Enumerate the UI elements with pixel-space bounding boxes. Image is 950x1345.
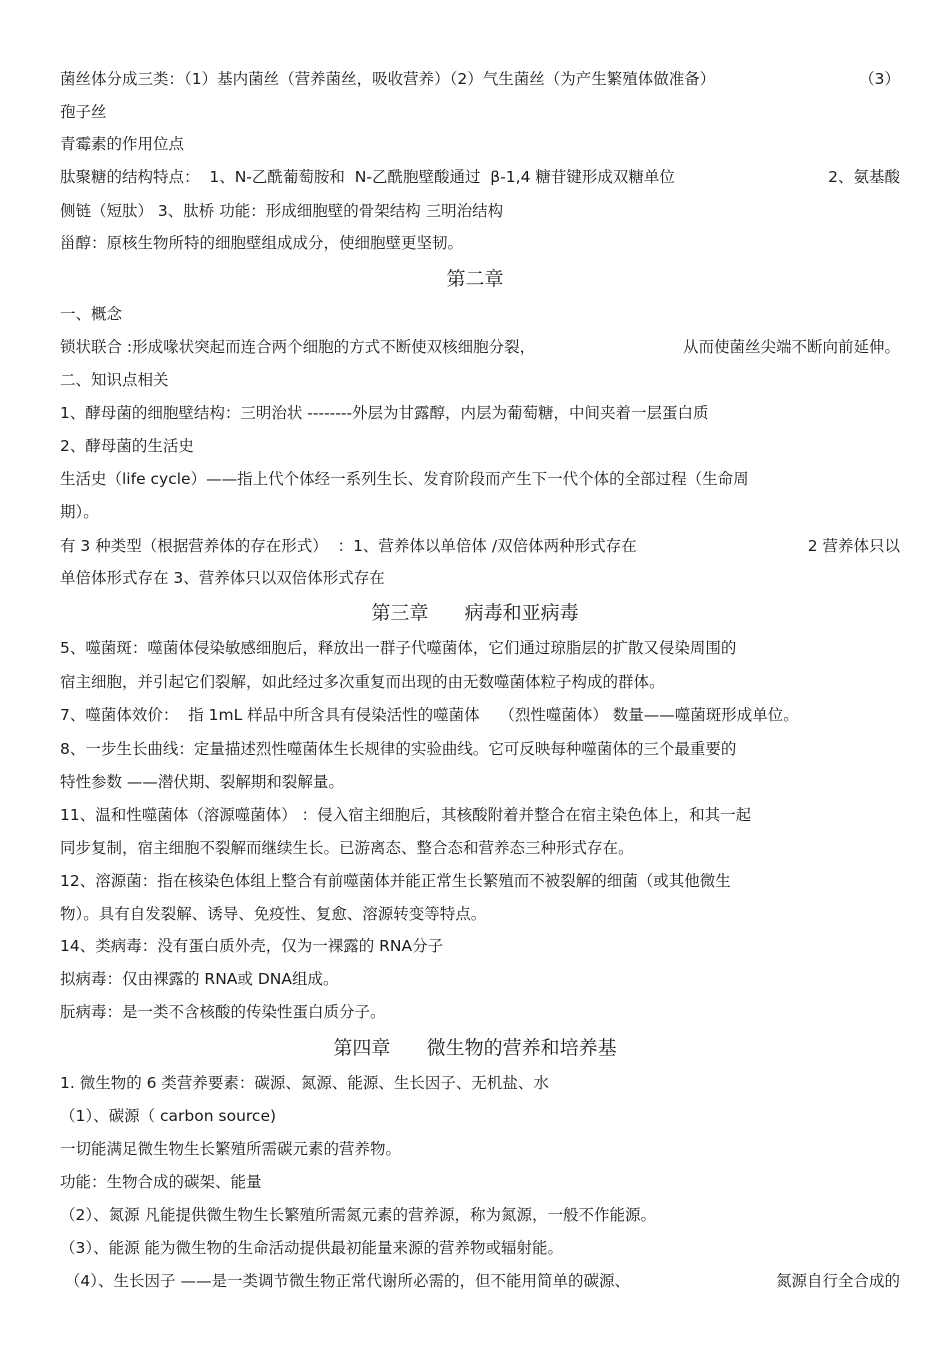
text-line: 1、酵母菌的细胞壁结构：三明治状 --------外层为甘露醇，内层为葡萄糖，中间夹着一层蛋白质 — [60, 404, 709, 422]
text-line: 同步复制，宿主细胞不裂解而继续生长。已游离态、整合态和营养态三种形式存在。 — [60, 839, 634, 857]
text-line: 单倍体形式存在 3、营养体只以双倍体形式存在 — [60, 569, 385, 587]
text-line: 一切能满足微生物生长繁殖所需碳元素的营养物。 — [60, 1140, 402, 1158]
text-line: （2）、氮源 凡能提供微生物生长繁殖所需氮元素的营养源，称为氮源，一般不作能源。 — [60, 1206, 657, 1224]
text-line: 甾醇：原核生物所特的细胞壁组成成分，使细胞壁更坚韧。 — [60, 234, 464, 252]
chapter-heading: 第二章 — [446, 268, 504, 290]
text-line: 菌丝体分成三类：（1）基内菌丝（营养菌丝，吸收营养）（2）气生菌丝（为产生繁殖体做准备） （3） — [60, 70, 900, 88]
text-line: 物）。具有自发裂解、诱导、免疫性、复愈、溶源转变等特点。 — [60, 905, 487, 923]
text-line: （1）、碳源（ carbon source) — [60, 1107, 277, 1125]
text-line: 14、类病毒：没有蛋白质外壳，仅为一裸露的 RNA分子 — [60, 937, 444, 955]
text-line: 1. 微生物的 6 类营养要素：碳源、氮源、能源、生长因子、无机盐、水 — [60, 1074, 549, 1092]
text-line: 肽聚糖的结构特点： 1、N-乙酰葡萄胺和 N-乙酰胞壁酸通过 β-1,4 糖苷键形成双糖单位 2、氨基酸 — [60, 168, 900, 186]
chapter-heading: 第三章 病毒和亚病毒 — [371, 602, 579, 624]
text-line: （3）、能源 能为微生物的生命活动提供最初能量来源的营养物或辐射能。 — [60, 1239, 564, 1257]
text-line: 朊病毒：是一类不含核酸的传染性蛋白质分子。 — [60, 1003, 386, 1021]
text-line: 侧链（短肽） 3、肽桥 功能：形成细胞壁的骨架结构 三明治结构 — [60, 202, 504, 220]
chapter-heading: 第四章 微生物的营养和培养基 — [333, 1037, 617, 1059]
text-line: 孢子丝 — [60, 103, 107, 121]
text-line: 一、概念 — [60, 305, 123, 323]
text-line: 青霉素的作用位点 — [60, 135, 185, 153]
text-line: 功能：生物合成的碳架、能量 — [60, 1173, 262, 1191]
text-line: 宿主细胞，并引起它们裂解，如此经过多次重复而出现的由无数噬菌体粒子构成的群体。 — [60, 673, 665, 691]
text-line: 8、一步生长曲线：定量描述烈性噬菌体生长规律的实验曲线。它可反映每种噬菌体的三个最重要的 — [60, 740, 737, 758]
text-line: 锁状联合 :形成喙状突起而连合两个细胞的方式不断使双核细胞分裂， 从而使菌丝尖端不断向前延伸。 — [60, 338, 900, 356]
text-line: 特性参数 ——潜伏期、裂解期和裂解量。 — [60, 773, 344, 791]
text-line: 有 3 种类型（根据营养体的存在形式） ：1、营养体以单倍体 /双倍体两种形式存在 2 营养体只以 — [60, 537, 900, 555]
text-line: 二、知识点相关 — [60, 371, 169, 389]
text-line: 生活史（life cycle）——指上代个体经一系列生长、发育阶段而产生下一代个体的全部过程（生命周 — [60, 470, 749, 488]
text-line: 11、温和性噬菌体（溶源噬菌体） ：侵入宿主细胞后，其核酸附着并整合在宿主染色体上，和其一起 — [60, 806, 752, 824]
text-line: （4）、生长因子 ——是一类调节微生物正常代谢所必需的，但不能用简单的碳源、 氮源自行全合成的 — [60, 1272, 900, 1290]
text-line: 5、噬菌斑：噬菌体侵染敏感细胞后，释放出一群子代噬菌体，它们通过琼脂层的扩散又侵染周围的 — [60, 639, 737, 657]
text-line: 2、酵母菌的生活史 — [60, 437, 194, 455]
text-line: 7、噬菌体效价： 指 1mL 样品中所含具有侵染活性的噬菌体 （烈性噬菌体） 数量——噬菌斑形成单位。 — [60, 706, 799, 724]
text-line: 期）。 — [60, 503, 99, 521]
text-line: 拟病毒：仅由裸露的 RNA或 DNA组成。 — [60, 970, 339, 988]
text-line: 12、溶源菌：指在核染色体组上整合有前噬菌体并能正常生长繁殖而不被裂解的细菌（或其他微生 — [60, 872, 731, 890]
